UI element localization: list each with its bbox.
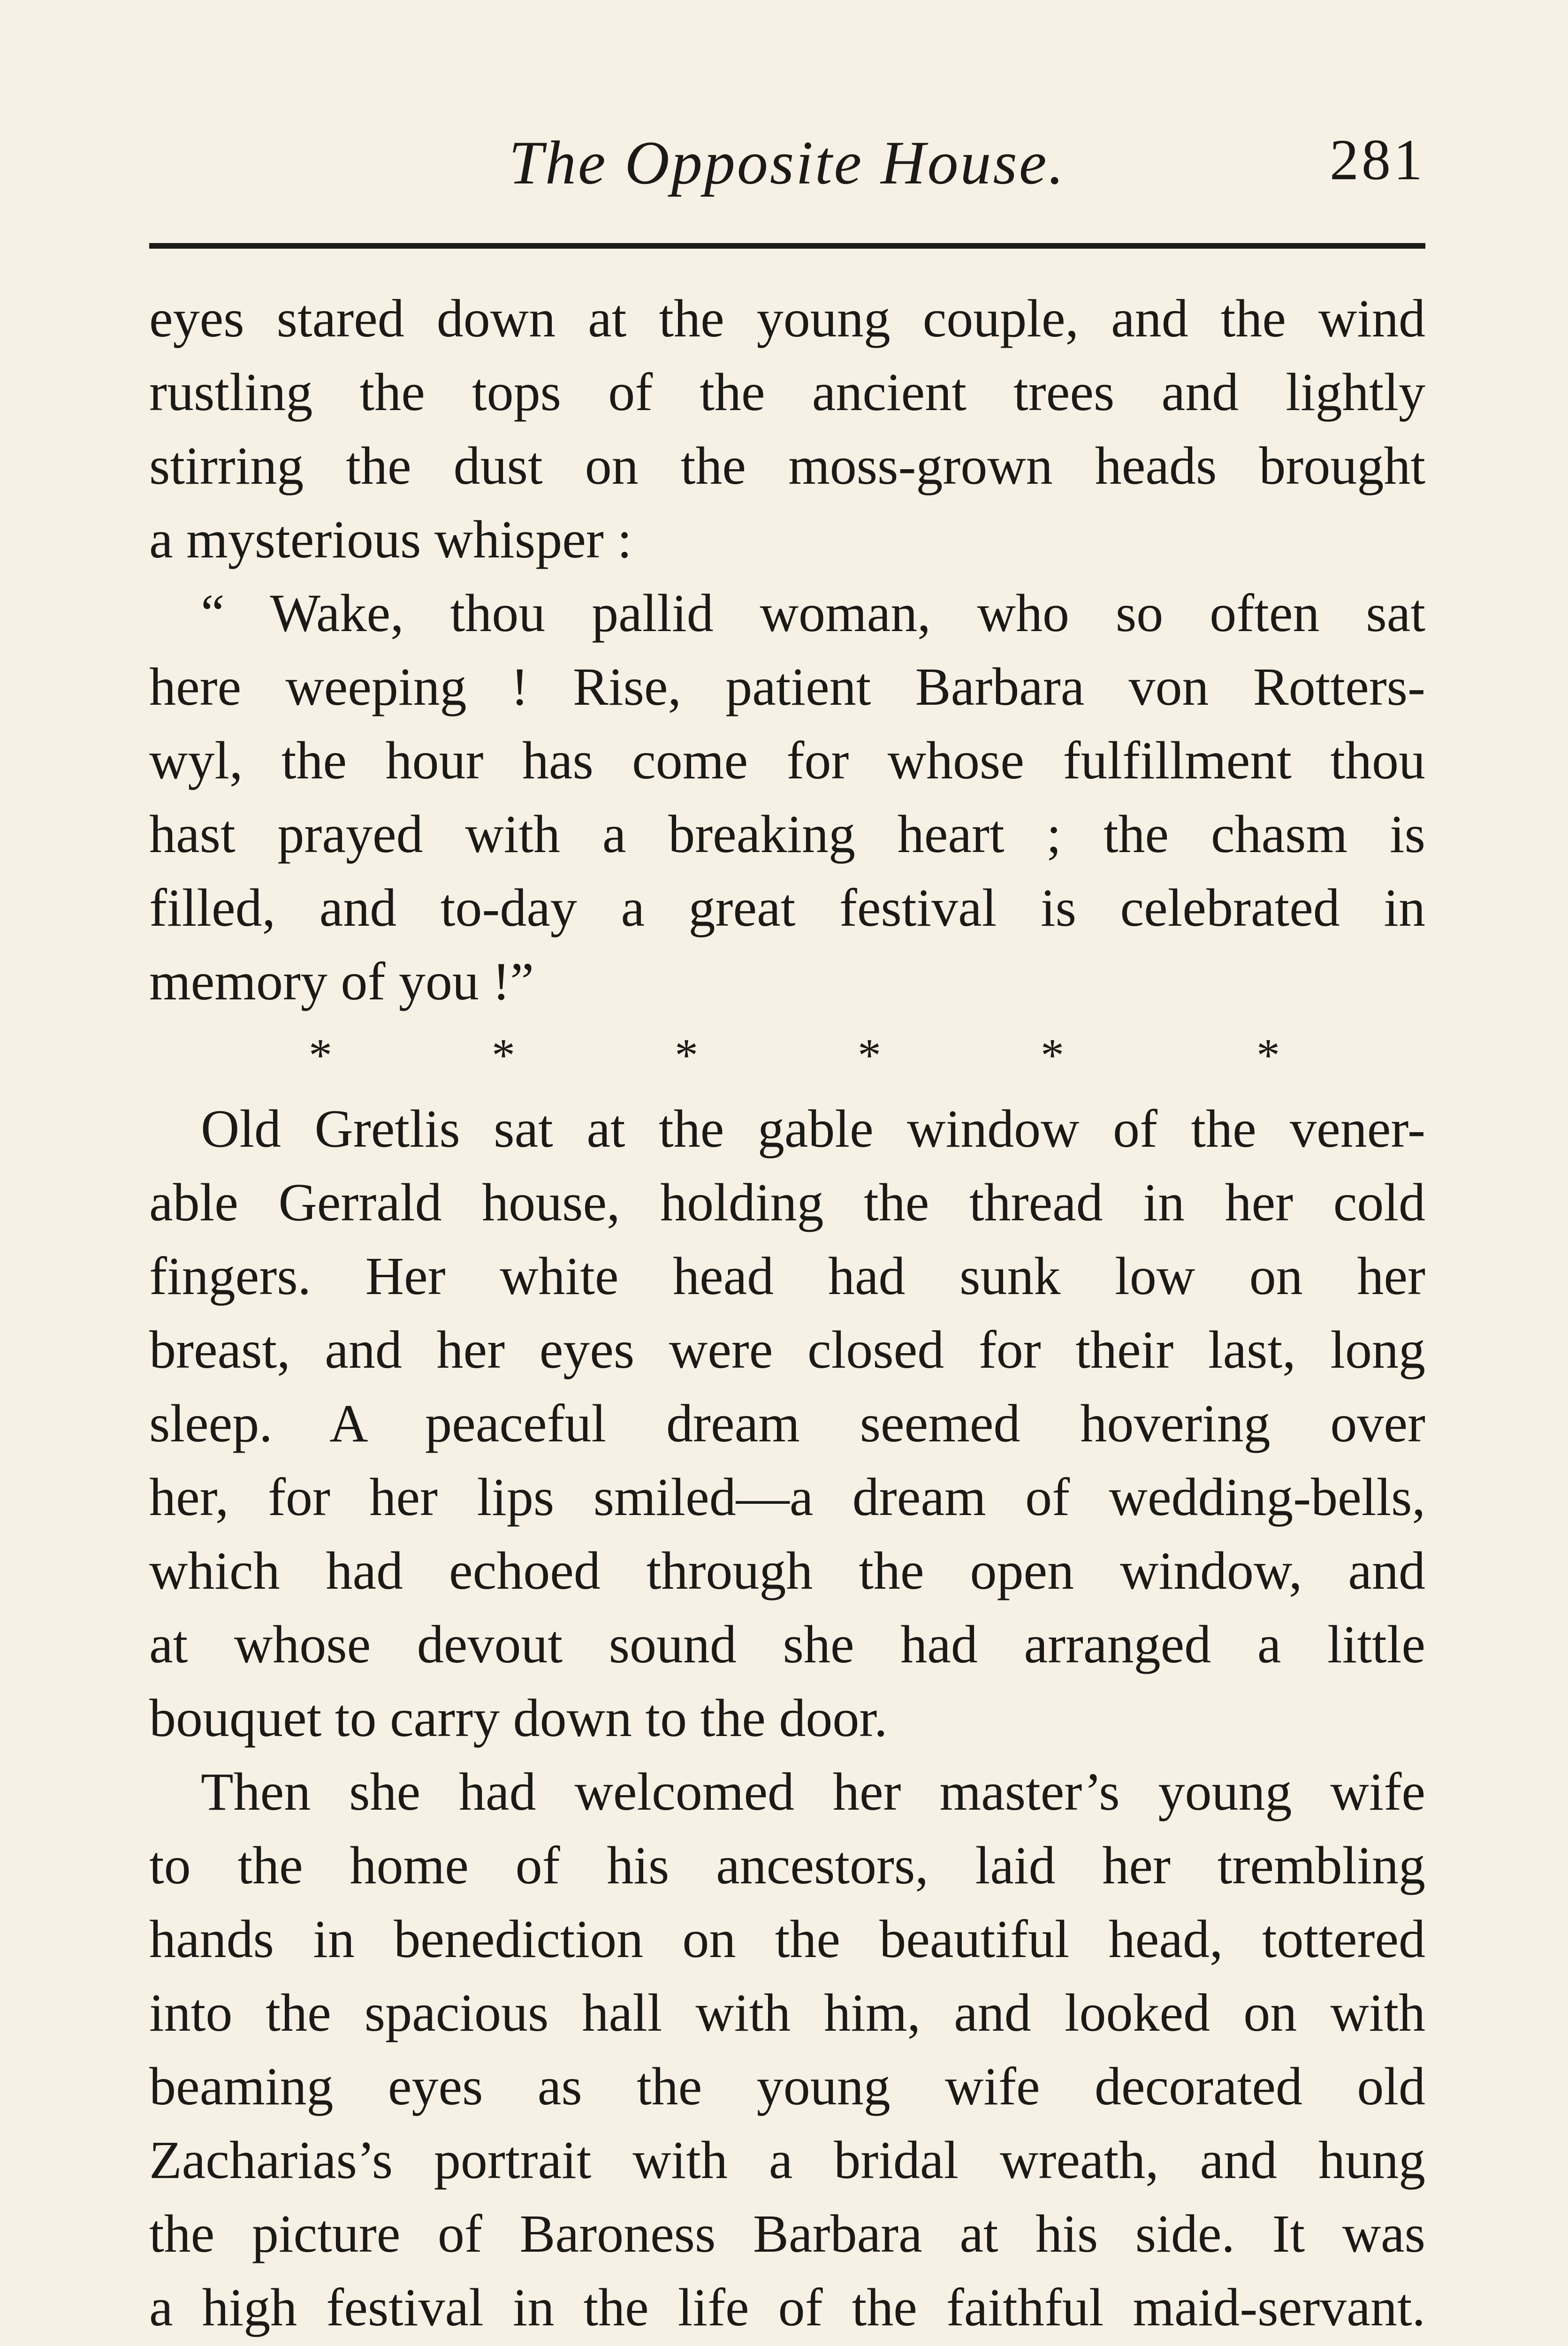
text-line: breast, and her eyes were closed for their last, long: [149, 1320, 1425, 1379]
text-line: “ Wake, thou pallid woman, who so often sat: [201, 583, 1425, 643]
paragraph: [149, 1092, 1425, 1755]
asterisk: *: [309, 1029, 332, 1081]
running-title: The Opposite House.: [509, 128, 1066, 197]
text-line: eyes stared down at the young couple, and the wind: [149, 289, 1425, 348]
text-line: a mysterious whisper :: [149, 510, 632, 569]
text-line: memory of you !”: [149, 952, 534, 1011]
text-line: wyl, the hour has come for whose fulfillment thou: [149, 731, 1425, 790]
text-line: sleep. A peaceful dream seemed hovering over: [149, 1394, 1425, 1453]
text-line: at whose devout sound she had arranged a little: [149, 1615, 1425, 1674]
text-line: her, for her lips smiled—a dream of wedding-bells,: [149, 1467, 1425, 1527]
text-line: able Gerrald house, holding the thread in her cold: [149, 1173, 1425, 1232]
text-line: hast prayed with a breaking heart ; the chasm is: [149, 804, 1425, 864]
asterisk: *: [492, 1029, 515, 1081]
text-line: stirring the dust on the moss-grown heads brought: [149, 436, 1425, 495]
text-line: a high festival in the life of the faithful maid-servant.: [149, 2277, 1425, 2337]
text-line: the picture of Baroness Barbara at his side. It was: [149, 2204, 1425, 2263]
text-line: hands in benediction on the beautiful head, tottered: [149, 1909, 1425, 1969]
text-line: to the home of his ancestors, laid her trembling: [149, 1836, 1425, 1895]
text-line: filled, and to-day a great festival is celebrated in: [149, 878, 1425, 937]
body-text: [149, 282, 1425, 2344]
asterisk: *: [1041, 1029, 1064, 1081]
section-break: [149, 1018, 1425, 1092]
text-line: into the spacious hall with him, and looked on with: [149, 1983, 1425, 2042]
text-line: beaming eyes as the young wife decorated old: [149, 2057, 1425, 2116]
text-line: Old Gretlis sat at the gable window of the vener-: [201, 1099, 1425, 1158]
text-line: Then she had welcomed her master’s young wife: [201, 1762, 1425, 1821]
asterisk: *: [858, 1029, 881, 1081]
text-line: Zacharias’s portrait with a bridal wreath, and hung: [149, 2130, 1425, 2190]
paragraph: [149, 282, 1425, 576]
text-line: which had echoed through the open window, and: [149, 1541, 1425, 1600]
text-line: here weeping ! Rise, patient Barbara von Rotters-: [149, 657, 1425, 716]
paragraph: [149, 576, 1425, 1018]
header-rule: [149, 243, 1425, 249]
page-number: 281: [1330, 128, 1425, 192]
text-line: rustling the tops of the ancient trees and lightly: [149, 362, 1425, 422]
text-line: bouquet to carry down to the door.: [149, 1688, 888, 1748]
asterisk: *: [1256, 1029, 1280, 1081]
paragraph: [149, 1755, 1425, 2344]
running-head: [149, 127, 1425, 197]
asterisk: *: [675, 1029, 698, 1081]
text-line: fingers. Her white head had sunk low on her: [149, 1246, 1425, 1306]
